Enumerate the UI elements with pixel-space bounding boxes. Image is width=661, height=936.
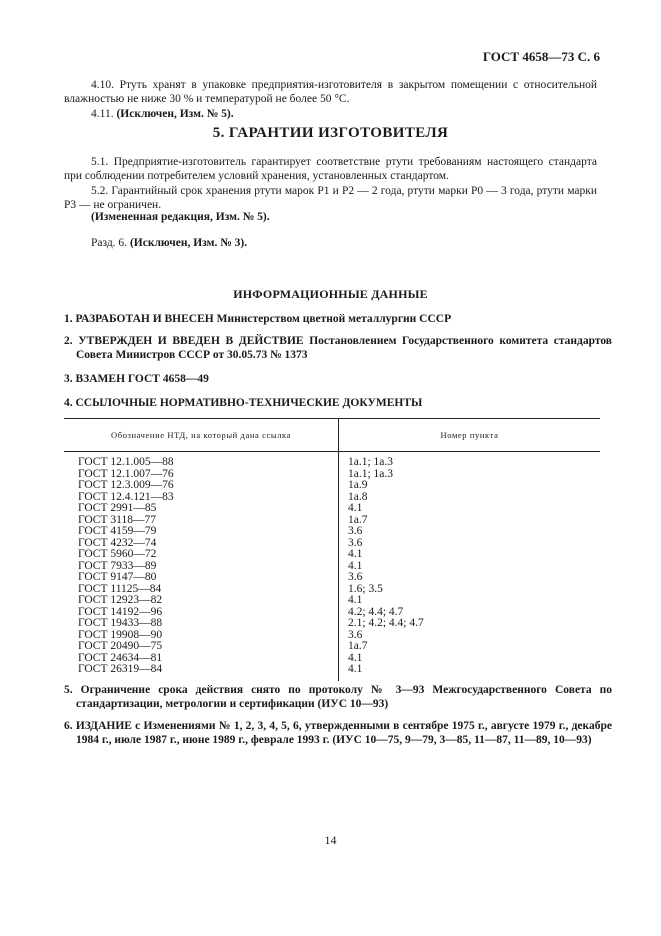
- table-body-row: [64, 452, 600, 681]
- info-item-1-label: 1. РАЗРАБОТАН И ВНЕСЕН: [64, 313, 214, 325]
- table-header-clause: Номер пункта: [339, 419, 601, 452]
- table-cell-ntd: ГОСТ 12.1.007—76: [78, 467, 174, 480]
- table-cell-clause: 4.1: [348, 548, 363, 560]
- table-cell-ntd: ГОСТ 9147—80: [78, 571, 157, 583]
- table-cell-clause: 3.6: [348, 628, 363, 641]
- table-cell-clause: 3.6: [348, 525, 363, 537]
- table-cell-clause: 1а.9: [348, 479, 368, 491]
- table-cell-ntd: ГОСТ 12.3.009—76: [78, 479, 174, 491]
- table-cell-ntd: ГОСТ 12.1.005—88: [78, 456, 174, 468]
- table-header-ntd: Обозначение НТД, на который дана ссылка: [64, 419, 339, 452]
- table-cell-clause: 1а.8: [348, 490, 368, 503]
- paragraph-5-2-note: (Измененная редакция, Изм. № 5).: [91, 211, 270, 223]
- table-cell-ntd: ГОСТ 19908—90: [78, 628, 163, 641]
- table-cell-clause: 4.1: [348, 559, 363, 572]
- table-cell-clause: 4.1: [348, 651, 363, 664]
- table-cell-ntd: ГОСТ 24634—81: [78, 651, 163, 664]
- info-data-title: ИНФОРМАЦИОННЫЕ ДАННЫЕ: [233, 287, 428, 301]
- paragraph-5-2: 5.2. Гарантийный срок хранения ртути марок Р1 и Р2 — 2 года, ртути марки Р0 — 3 года, ртути марки Р3 — не ограничен.: [64, 185, 597, 212]
- paragraph-5-1: 5.1. Предприятие-изготовитель гарантирует соответствие ртути требованиям настоящего стандарта при соблюдении потребителем условий хранения, установленных стандартом.: [64, 156, 597, 183]
- reference-documents-table: [64, 418, 600, 681]
- table-cell-clause: 2.1; 4.2; 4.4; 4.7: [348, 617, 424, 629]
- table-cell-ntd: ГОСТ 4232—74: [78, 536, 157, 549]
- info-item-2: [64, 334, 612, 363]
- table-cell-clause: 1а.1; 1а.3: [348, 456, 394, 468]
- table-cell-ntd: ГОСТ 3118—77: [78, 513, 156, 526]
- table-cell-clause: 1а.7: [348, 640, 368, 652]
- table-cell-clause: 3.6: [348, 571, 363, 583]
- page-number: 14: [324, 833, 337, 847]
- clause-column: [339, 452, 601, 681]
- table-cell-clause: 4.2; 4.4; 4.7: [348, 605, 404, 618]
- info-item-2-text: Постановлением Государственного комитета стандартов Совета Министров СССР от 30.05.73 № 1373: [76, 335, 613, 362]
- table-cell-clause: 1.6; 3.5: [348, 582, 383, 595]
- info-item-3: 3. ВЗАМЕН ГОСТ 4658—49: [64, 373, 209, 385]
- table-cell-ntd: ГОСТ 7933—89: [78, 559, 157, 572]
- info-item-1: [64, 312, 600, 326]
- table-cell-ntd: ГОСТ 11125—84: [78, 582, 162, 595]
- section-6-note: [64, 236, 597, 250]
- table-cell-ntd: ГОСТ 5960—72: [78, 548, 157, 560]
- table-cell-clause: 4.1: [348, 594, 363, 606]
- info-item-2-label: 2. УТВЕРЖДЕН И ВВЕДЕН В ДЕЙСТВИЕ: [64, 335, 304, 347]
- table-cell-ntd: ГОСТ 14192—96: [78, 605, 163, 618]
- table-cell-ntd: ГОСТ 12923—82: [78, 594, 163, 606]
- table-cell-ntd: ГОСТ 4159—79: [78, 525, 157, 537]
- section-6-prefix: Разд. 6.: [91, 237, 128, 249]
- info-item-4: 4. ССЫЛОЧНЫЕ НОРМАТИВНО-ТЕХНИЧЕСКИЕ ДОКУМЕНТЫ: [64, 397, 423, 409]
- paragraph-4-11-number: 4.11.: [91, 108, 114, 120]
- page-header: ГОСТ 4658—73 С. 6: [482, 49, 600, 64]
- paragraph-4-11-text: (Исключен, Изм. № 5).: [116, 108, 234, 120]
- table-cell-ntd: ГОСТ 2991—85: [78, 502, 157, 514]
- table-cell-ntd: ГОСТ 26319—84: [78, 663, 163, 675]
- table-header-row: [64, 419, 600, 452]
- table-cell-ntd: ГОСТ 12.4.121—83: [78, 490, 174, 503]
- table-cell-clause: 4.1: [348, 663, 363, 675]
- table-cell-clause: 1а.1; 1а.3: [348, 467, 394, 480]
- table-cell-clause: 1а.7: [348, 513, 368, 526]
- table-cell-ntd: ГОСТ 20490—75: [78, 640, 163, 652]
- table-cell-ntd: ГОСТ 19433—88: [78, 617, 163, 629]
- paragraph-4-11: [64, 107, 597, 121]
- info-item-1-text: Министерством цветной металлургии СССР: [216, 313, 452, 325]
- ntd-column: [64, 452, 339, 681]
- section-6-text: (Исключен, Изм. № 3).: [129, 237, 248, 249]
- info-item-5: 5. Ограничение срока действия снято по протоколу № 3—93 Межгосударственного Совета по стандартизации, метрологии и сертификации (ИУС 10—93): [64, 684, 612, 711]
- info-item-6: 6. ИЗДАНИЕ с Изменениями № 1, 2, 3, 4, 5, 6, утвержденными в сентябре 1975 г., августе 1979 г., декабре 1984 г., июле 1987 г., июне 1989 г., феврале 1993 г. (ИУС 10—75, 9—79, 3—85, 11—87, 11—89, 10—93): [64, 720, 612, 747]
- section-5-title: 5. ГАРАНТИИ ИЗГОТОВИТЕЛЯ: [212, 125, 449, 141]
- table-cell-clause: 3.6: [348, 536, 363, 549]
- table-cell-clause: 4.1: [348, 502, 363, 514]
- paragraph-4-10: 4.10. Ртуть хранят в упаковке предприятия-изготовителя в закрытом помещении с относительной влажностью не ниже 30 % и температурой не более 50 °С.: [64, 79, 597, 106]
